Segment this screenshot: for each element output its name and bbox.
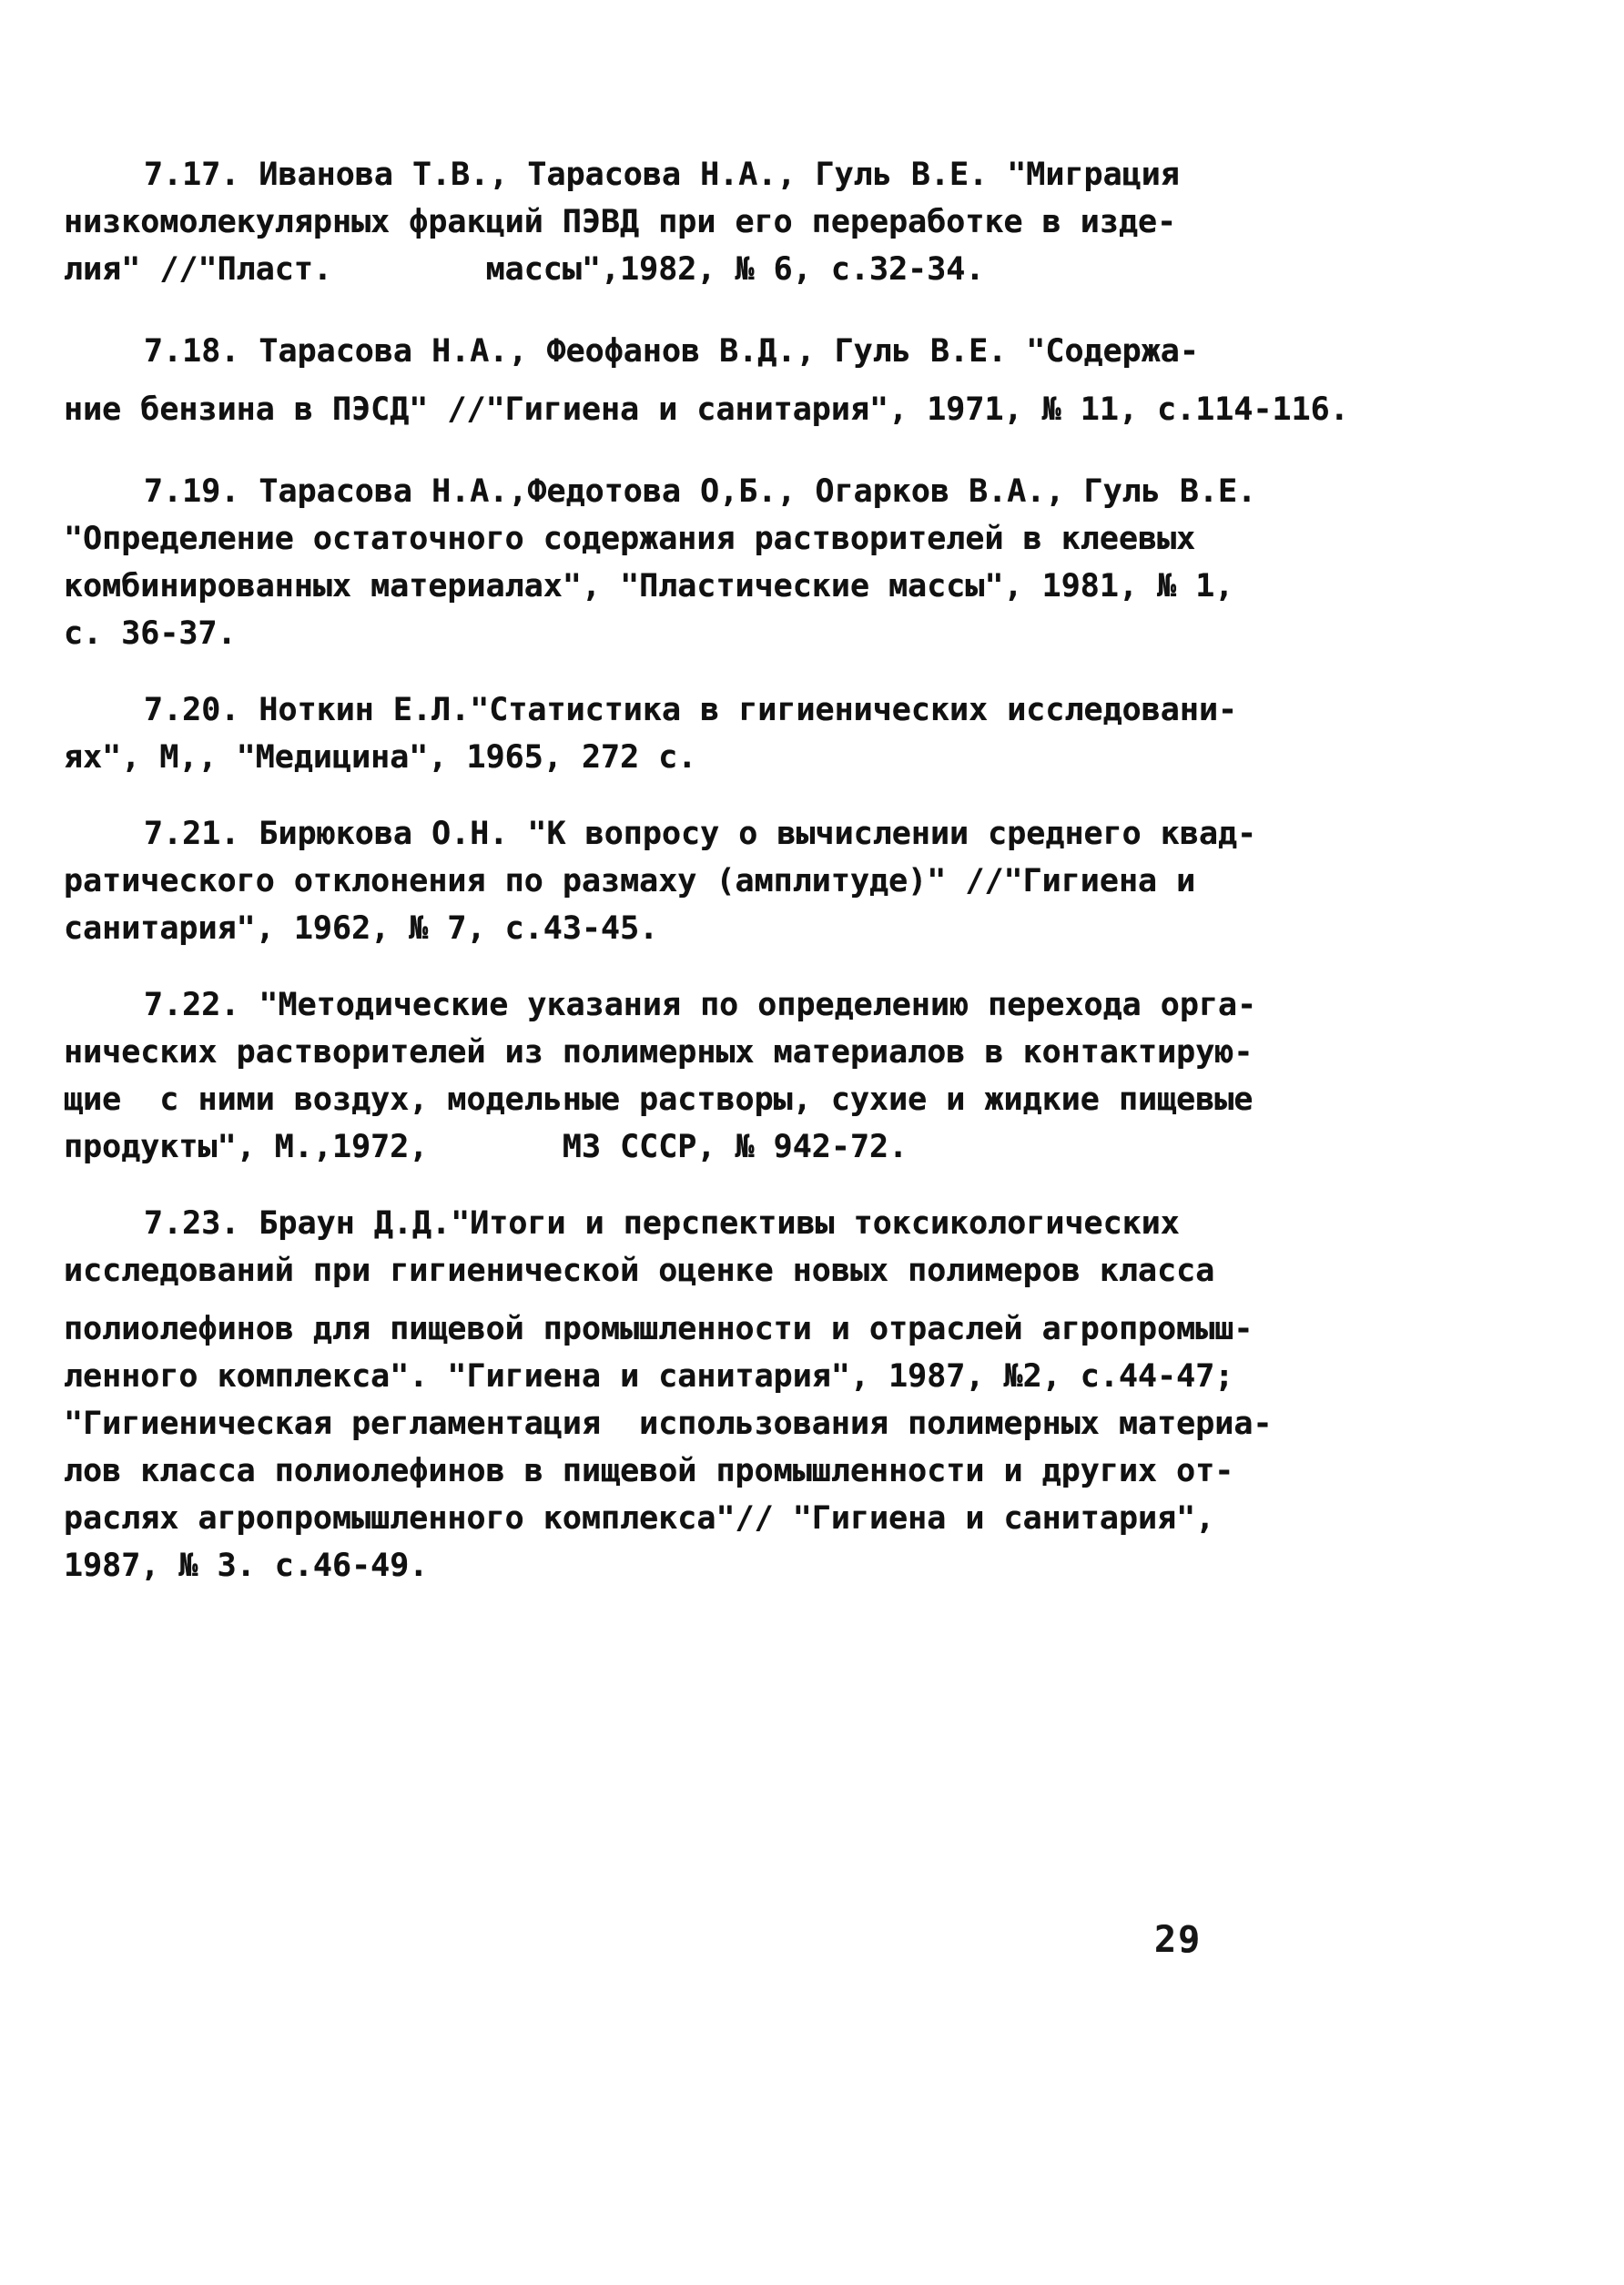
reference-line: 7.18. Тарасова Н.А., Феофанов В.Д., Гуль В.Е. "Содержа- [144,333,1199,370]
reference-line: "Гигиеническая регламентация использования полимерных материа- [64,1406,1273,1442]
reference-line: нических растворителей из полимерных материалов в контактирую- [64,1034,1254,1071]
reference-line: 1987, № 3. с.46-49. [64,1548,429,1584]
reference-line: ленного комплекса". "Гигиена и санитария", 1987, №2, с.44-47; [64,1358,1234,1395]
reference-line: комбинированных материалах", "Пластические массы", 1981, № 1, [64,568,1234,604]
reference-line: 7.17. Иванова Т.В., Тарасова Н.А., Гуль В.Е. "Миграция [144,157,1180,193]
reference-line: 7.23. Браун Д.Д."Итоги и перспективы токсикологических [144,1205,1180,1242]
reference-line: ратического отклонения по размаху (амплитуде)" //"Гигиена и [64,863,1196,899]
reference-line: щие с ними воздух, модельные растворы, сухие и жидкие пищевые [64,1082,1254,1118]
reference-line: лия" //"Пласт. массы",1982, № 6, с.32-34. [64,251,985,288]
reference-line: "Определение остаточного содержания растворителей в клеевых [64,521,1196,557]
reference-7-17 [64,151,1542,293]
reference-line: ях", М,, "Медицина", 1965, 272 с. [64,739,697,776]
reference-7-23 [64,1200,1542,1589]
reference-7-22 [64,981,1542,1171]
reference-7-21 [64,810,1542,952]
reference-7-18 [64,322,1542,439]
reference-list [64,151,1542,1619]
reference-line: 7.20. Ноткин Е.Л."Статистика в гигиенических исследовани- [144,692,1238,728]
page-number: 29 [1154,1919,1203,1961]
reference-line: исследований при гигиенической оценке новых полимеров класса [64,1253,1215,1289]
reference-line: низкомолекулярных фракций ПЭВД при его переработке в изде- [64,204,1177,240]
reference-line: санитария", 1962, № 7, с.43-45. [64,910,659,947]
reference-line: 7.21. Бирюкова О.Н. "К вопросу о вычислении среднего квад- [144,816,1257,852]
reference-7-19 [64,468,1542,657]
reference-line: продукты", М.,1972, МЗ СССР, № 942-72. [64,1129,908,1165]
reference-line: полиолефинов для пищевой промышленности и отраслей агропромыш- [64,1311,1254,1347]
reference-line: с. 36-37. [64,615,237,652]
reference-line: 7.19. Тарасова Н.А.,Федотова О,Б., Огарков В.А., Гуль В.Е. [144,473,1257,510]
reference-line: лов класса полиолефинов в пищевой промышленности и других от- [64,1453,1234,1489]
reference-line: 7.22. "Методические указания по определению перехода орга- [144,987,1257,1023]
reference-7-20 [64,686,1542,781]
reference-line: раслях агропромышленного комплекса"// "Гигиена и санитария", [64,1500,1215,1537]
reference-line: ние бензина в ПЭСД" //"Гигиена и санитария", 1971, № 11, с.114-116. [64,391,1349,428]
